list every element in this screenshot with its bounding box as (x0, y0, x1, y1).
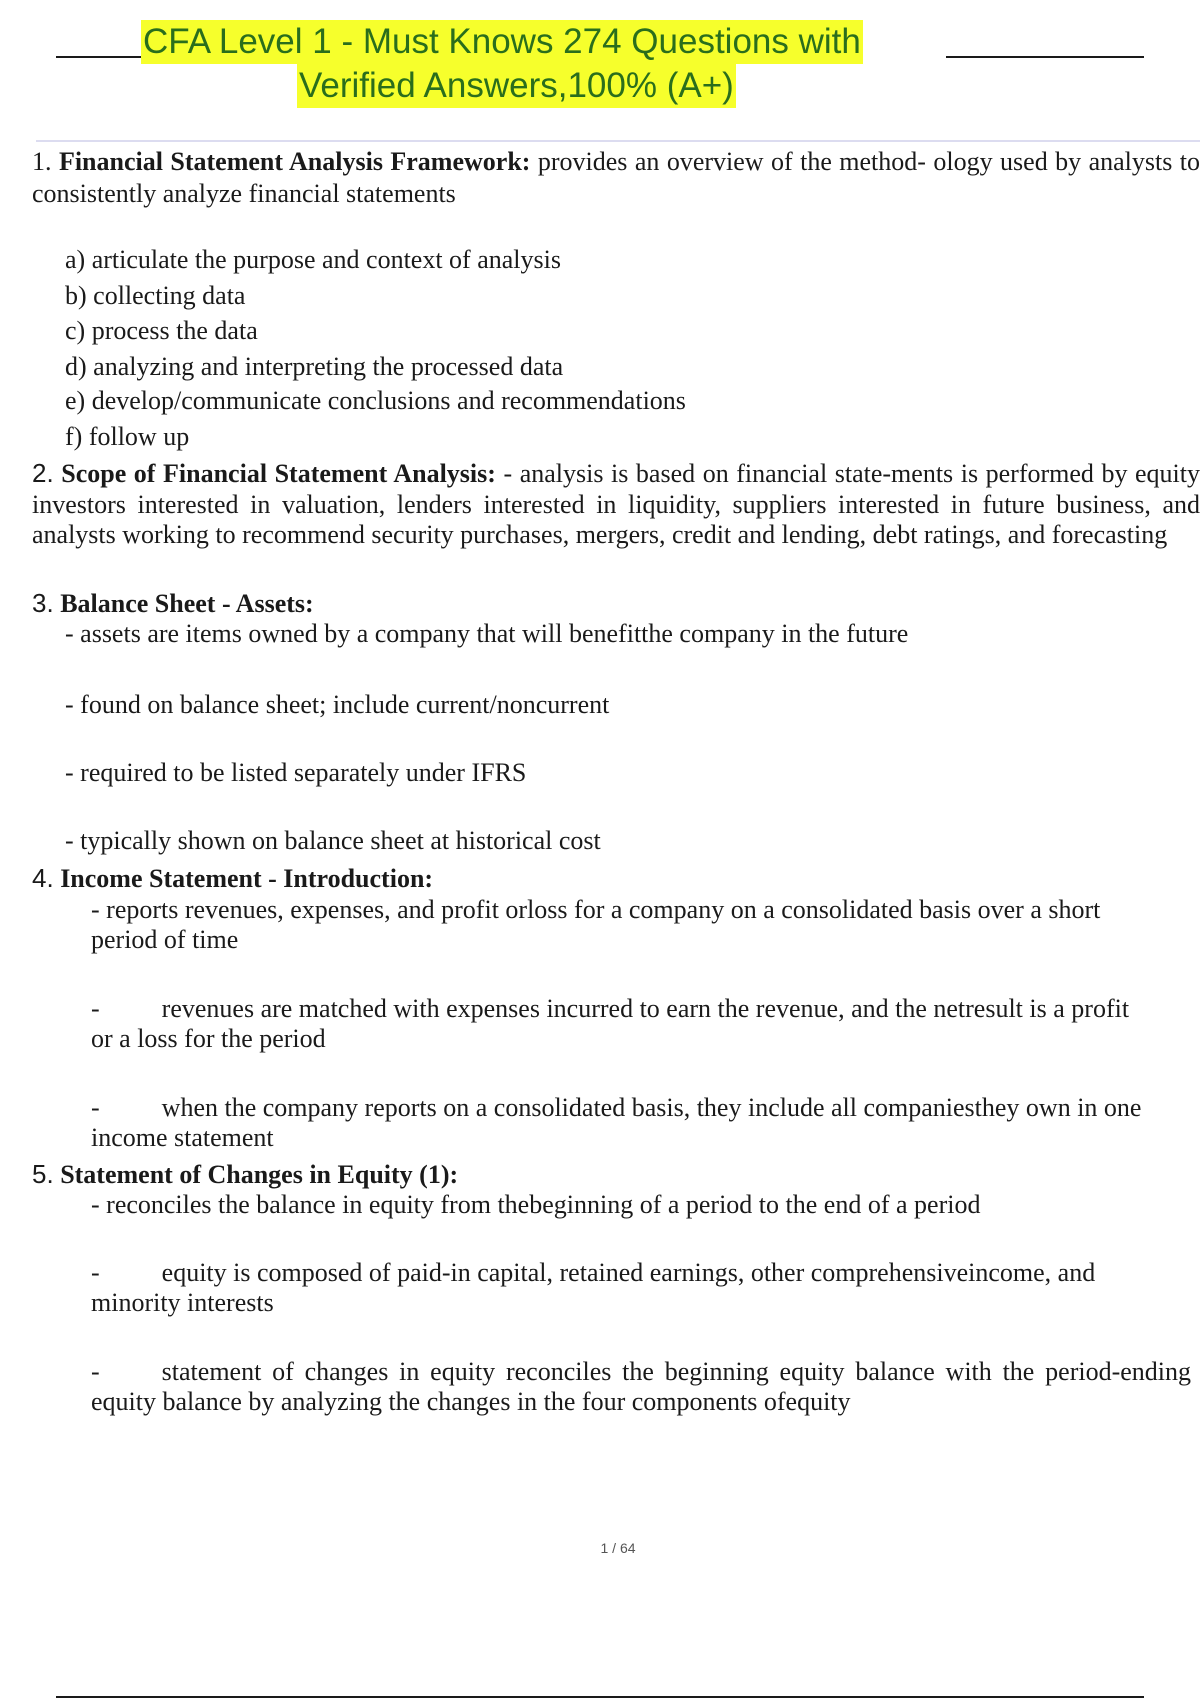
bullet-text: statement of changes in equity reconciles the beginning equity balance with the period-ending equity balance by analyzing the changes in the four components ofequity (91, 1357, 1191, 1416)
bullet-item: - reconciles the balance in equity from thebeginning of a period to the end of a period (91, 1190, 981, 1219)
bullet-item: - reports revenues, expenses, and profit orloss for a company on a consolidated basis over a short period of time (91, 895, 1101, 954)
bullet-dash: - (91, 1357, 100, 1386)
question-number: 4. (32, 863, 54, 893)
question-text: - analysis is based on financial state-ments is performed by equity investors interested in valuation, lenders interested in liquidity, suppliers interested in future business, and analysts working to recommend security purchases, mergers, credit and lending, debt ratings, and forecasting (32, 459, 1200, 549)
question-number: 2. (32, 458, 54, 488)
question-4 (32, 862, 1200, 895)
bullet-item: - found on balance sheet; include current/noncurrent (65, 690, 610, 719)
title-separator (36, 140, 1200, 142)
question-number: 5. (32, 1159, 54, 1189)
bullet-item: - required to be listed separately under IFRS (65, 758, 527, 787)
bullet-item: - typically shown on balance sheet at historical cost (65, 826, 601, 855)
question-2 (32, 458, 1200, 551)
title-rule-right (946, 56, 1144, 58)
question-term: Statement of Changes in Equity (1): (60, 1160, 459, 1189)
bullet-item: - assets are items owned by a company that will benefitthe company in the future (65, 619, 909, 648)
list-item: e) develop/communicate conclusions and recommendations (65, 386, 686, 415)
bullet-dash: - (91, 1258, 100, 1287)
list-item: a) articulate the purpose and context of analysis (65, 245, 561, 274)
question-number: 3. (32, 588, 54, 618)
page-number: 1 / 64 (600, 1540, 636, 1556)
question-5 (32, 1158, 1200, 1191)
question-3 (32, 587, 1200, 620)
list-item: d) analyzing and interpreting the processed data (65, 352, 564, 381)
document-title-line-1: CFA Level 1 - Must Knows 274 Questions with (141, 20, 863, 64)
bullet-text: when the company reports on a consolidated basis, they include all companiesthey own in one income statement (91, 1093, 1142, 1152)
title-rule-left (56, 56, 146, 58)
question-term: Scope of Financial Statement Analysis: (61, 459, 496, 488)
bullet-dash: - (91, 994, 100, 1023)
question-number: 1. (32, 147, 52, 176)
bullet-dash: - (91, 1093, 100, 1122)
bullet-item (91, 1357, 1191, 1417)
question-term: Balance Sheet - Assets: (60, 589, 314, 618)
bullet-item (91, 1258, 1161, 1318)
bullet-text: revenues are matched with expenses incurred to earn the revenue, and the netresult is a profit or a loss for the period (91, 994, 1130, 1053)
question-text: provides an overview of the method- ology used by analysts to consistently analyze financial statements (32, 147, 1200, 208)
list-item: c) process the data (65, 316, 258, 345)
bullet-item (91, 1093, 1151, 1153)
question-term: Income Statement - Introduction: (60, 864, 434, 893)
bullet-item (91, 994, 1151, 1054)
bullet-text: equity is composed of paid-in capital, retained earnings, other comprehensiveincome, and minority interests (91, 1258, 1096, 1317)
question-1 (32, 146, 1200, 210)
question-term: Financial Statement Analysis Framework: (58, 147, 531, 176)
list-item: b) collecting data (65, 281, 246, 310)
list-item: f) follow up (65, 422, 190, 451)
document-title-line-2: Verified Answers,100% (A+) (297, 64, 736, 108)
bottom-rule (56, 1696, 1144, 1698)
